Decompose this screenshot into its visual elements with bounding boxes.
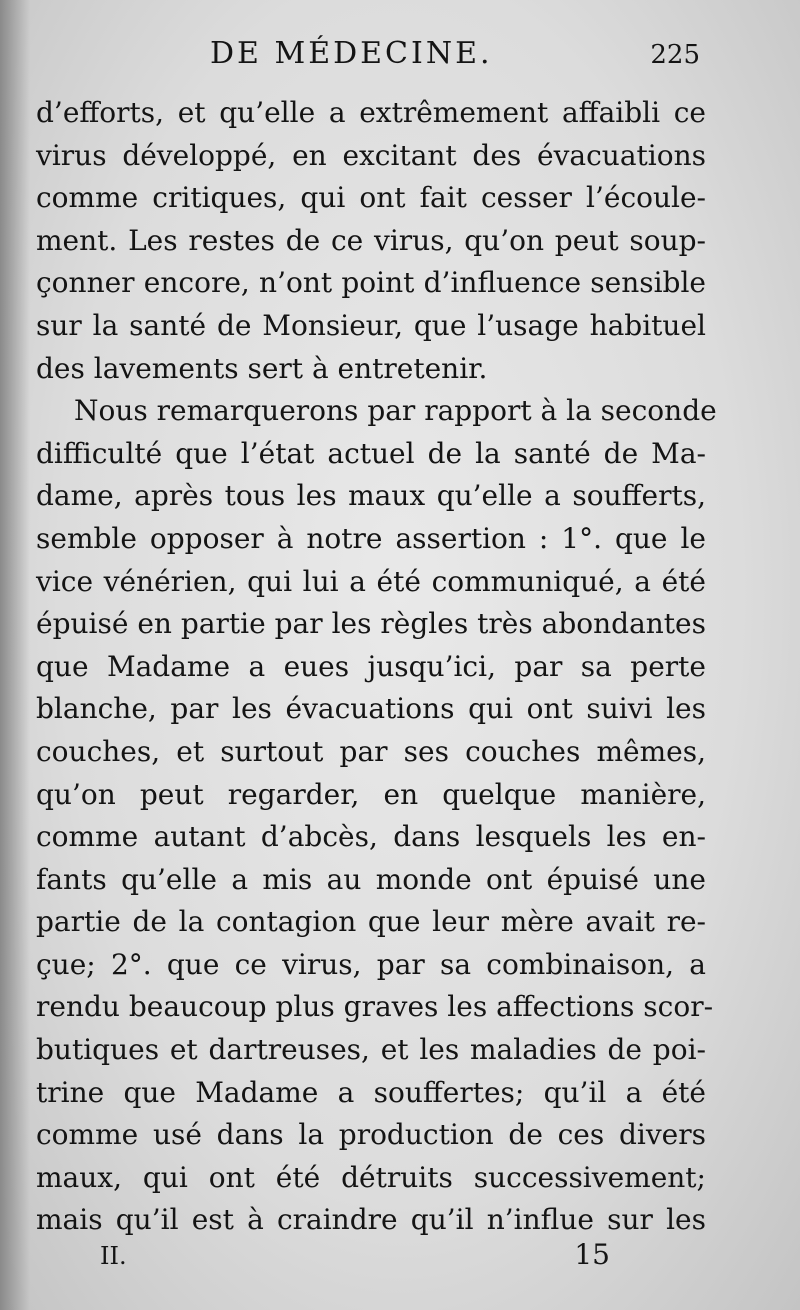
text-line: trine que Madame a souffertes; qu’il a été — [36, 1075, 706, 1109]
text-line: comme critiques, qui ont fait cesser l’écoule- — [36, 181, 706, 215]
text-line: butiques et dartreuses, et les maladies de poi- — [36, 1033, 706, 1067]
signature-number: 15 — [574, 1238, 610, 1271]
text-line: maux, qui ont été détruits successivement; — [36, 1160, 706, 1194]
text-line: partie de la contagion que leur mère avait re- — [36, 905, 706, 939]
paragraph-2 — [36, 390, 717, 1242]
page-header — [210, 36, 700, 76]
text-line: difficulté que l’état actuel de la santé de Ma- — [36, 436, 706, 470]
body-text — [36, 92, 717, 1242]
paragraph-1 — [36, 92, 706, 390]
text-line: virus développé, en excitant des évacuations — [36, 138, 706, 172]
page-footer — [100, 1238, 610, 1278]
text-line: rendu beaucoup plus graves les affections scor- — [36, 990, 714, 1024]
text-line: fants qu’elle a mis au monde ont épuisé une — [36, 862, 706, 896]
text-line: épuisé en partie par les règles très abondantes — [36, 607, 706, 641]
text-line: d’efforts, et qu’elle a extrêmement affaibli ce — [36, 96, 706, 129]
text-line: çonner encore, n’ont point d’influence sensible — [36, 266, 706, 300]
text-line: sur la santé de Monsieur, que l’usage habituel — [36, 308, 706, 342]
text-line: çue; 2°. que ce virus, par sa combinaison, a — [36, 947, 706, 981]
text-line: Nous remarquerons par rapport à la seconde — [74, 394, 717, 428]
text-line: couches, et surtout par ses couches mêmes, — [36, 734, 706, 768]
text-line: dame, après tous les maux qu’elle a soufferts, — [36, 479, 706, 513]
text-line: ment. Les restes de ce virus, qu’on peut soup- — [36, 223, 706, 257]
text-line: des lavements sert à entretenir. — [36, 351, 488, 385]
running-title: DE MÉDECINE. — [210, 36, 493, 71]
text-line: qu’on peut regarder, en quelque manière, — [36, 777, 706, 811]
text-line: semble opposer à notre assertion : 1°. que le — [36, 521, 706, 555]
gutter-shadow — [0, 0, 30, 1310]
text-line: vice vénérien, qui lui a été communiqué, a été — [36, 564, 706, 598]
text-line: que Madame a eues jusqu’ici, par sa perte — [36, 649, 706, 683]
volume-mark: II. — [100, 1242, 127, 1270]
page-number: 225 — [650, 40, 700, 70]
text-line: mais qu’il est à craindre qu’il n’influe sur les — [36, 1203, 706, 1237]
text-line: comme usé dans la production de ces divers — [36, 1118, 706, 1152]
text-line: comme autant d’abcès, dans lesquels les en- — [36, 820, 706, 854]
text-line: blanche, par les évacuations qui ont suivi les — [36, 692, 706, 726]
